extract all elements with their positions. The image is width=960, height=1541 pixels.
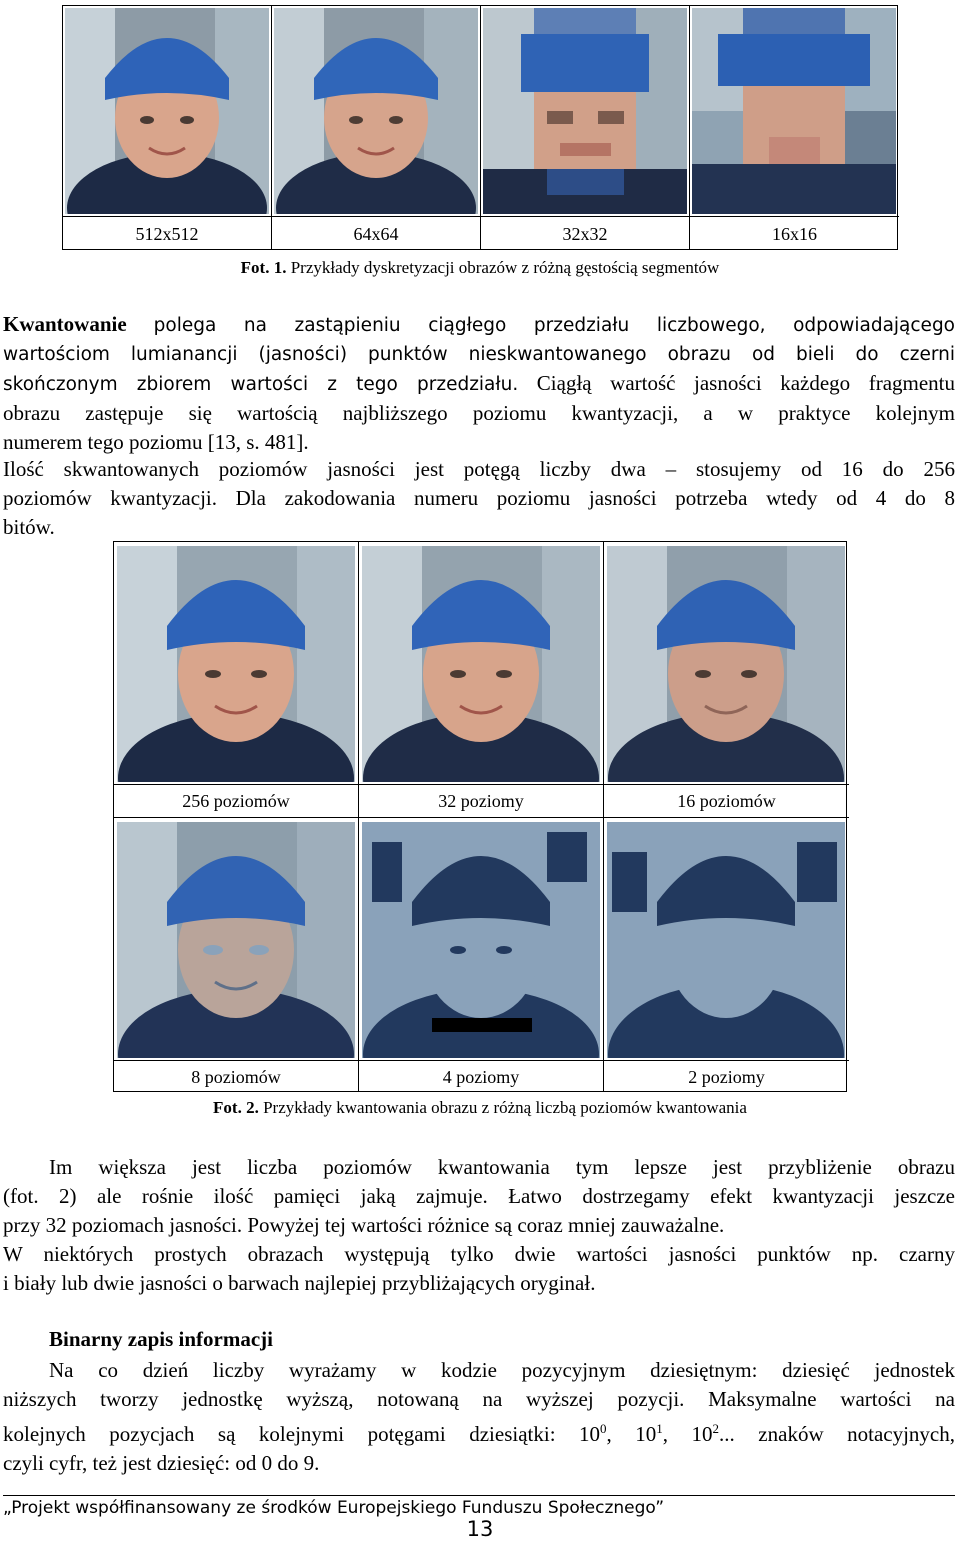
figure-1-label: 16x16 xyxy=(690,216,899,251)
exponent: 2 xyxy=(712,1421,720,1436)
figure-2-caption-label: Fot. 2. xyxy=(213,1098,259,1117)
exponent: 0 xyxy=(600,1421,607,1436)
figure-2-cell xyxy=(359,817,604,1092)
text-line: czyli cyfr, też jest dziesięć: od 0 do 9. xyxy=(3,1451,320,1475)
text-line: i biały lub dwie jasności o barwach najlepiej przybliżających oryginał. xyxy=(3,1271,596,1295)
figure-2-label: 2 poziomy xyxy=(604,1060,849,1094)
figure-2-label: 4 poziomy xyxy=(359,1060,603,1094)
text-line: bitów. xyxy=(3,515,55,539)
text-line: Im większa jest liczba poziomów kwantowania tym lepsze jest przybliżenie obrazu xyxy=(49,1155,955,1179)
figure-2-grid xyxy=(113,541,847,1092)
figure-1-cell xyxy=(272,6,481,250)
photo-256-levels xyxy=(117,546,355,782)
figure-1-grid xyxy=(62,5,898,250)
figure-1-label: 512x512 xyxy=(63,216,271,251)
text-fragment: , 10 xyxy=(606,1422,657,1446)
text-line: wartościom lumianancji (jasności) punktów nieskwantowanego obrazu od bieli do czerni xyxy=(3,344,955,365)
text-line: obrazu zastępuje się wartością najbliższego poziomu kwantyzacji, a w praktyce kolejnym xyxy=(3,401,955,425)
figure-2-label: 16 poziomów xyxy=(604,784,849,818)
photo-8-levels xyxy=(117,822,355,1058)
text-line: skończonym zbiorem wartości z tego przedziału. xyxy=(3,374,519,395)
exponent: 1 xyxy=(656,1421,663,1436)
text-line: przy 32 poziomach jasności. Powyżej tej wartości różnice są coraz mniej zauważalne. xyxy=(3,1213,725,1237)
figure-1-cell xyxy=(63,6,272,250)
footer-rule xyxy=(3,1495,955,1496)
photo-2-levels xyxy=(607,822,845,1058)
text-line: numerem tego poziomu [13, s. 481]. xyxy=(3,430,309,454)
figure-1-label: 64x64 xyxy=(272,216,480,251)
photo-64x64 xyxy=(274,8,478,214)
paragraph-binary xyxy=(3,1356,955,1478)
photo-16x16 xyxy=(692,8,896,214)
paragraph-quality xyxy=(3,1153,955,1298)
text-line: Na co dzień liczby wyrażamy w kodzie pozycyjnym dziesiętnym: dziesięć jednostek xyxy=(49,1358,955,1382)
figure-2-cell xyxy=(114,542,359,817)
text-fragment: ... znaków notacyjnych, xyxy=(719,1422,955,1446)
figure-1-label: 32x32 xyxy=(481,216,689,251)
figure-1-caption-text: Przykłady dyskretyzacji obrazów z różną gęstością segmentów xyxy=(290,258,720,277)
text-line: polega na zastąpieniu ciągłego przedziału liczbowego, odpowiadającego xyxy=(153,315,955,336)
text-line: Ilość skwantowanych poziomów jasności jest potęgą liczby dwa – stosujemy od 16 do 256 xyxy=(3,457,955,481)
text-fragment: kolejnych pozycjach są kolejnymi potęgami dziesiątki: 10 xyxy=(3,1422,601,1446)
photo-16-levels xyxy=(607,546,845,782)
text-line: W niektórych prostych obrazach występują tylko dwie wartości jasności punktów np. czarny xyxy=(3,1242,955,1266)
photo-32-levels xyxy=(362,546,600,782)
figure-2-cell xyxy=(114,817,359,1092)
figure-2-cell xyxy=(604,817,849,1092)
figure-1-cell xyxy=(481,6,690,250)
figure-2-label: 8 poziomów xyxy=(114,1060,358,1094)
figure-2-cell xyxy=(604,542,849,817)
figure-1-caption xyxy=(0,258,960,278)
figure-2-caption xyxy=(0,1098,960,1118)
figure-2-cell xyxy=(359,542,604,817)
text-fragment: , 10 xyxy=(662,1422,713,1446)
paragraph-quantization xyxy=(3,310,955,457)
footer-text: „Projekt współfinansowany ze środków Europejskiego Funduszu Społecznego” xyxy=(3,1498,665,1518)
text-line: Ciągłą wartość jasności każdego fragmentu xyxy=(536,371,955,395)
figure-2-label: 256 poziomów xyxy=(114,784,358,818)
text-line-powers xyxy=(3,1414,955,1449)
figure-1-cell xyxy=(690,6,899,250)
figure-2-caption-text: Przykłady kwantowania obrazu z różną liczbą poziomów kwantowania xyxy=(263,1098,747,1117)
term-kwantowanie: Kwantowanie xyxy=(3,312,127,336)
figure-2-label: 32 poziomy xyxy=(359,784,603,818)
section-heading: Binarny zapis informacji xyxy=(49,1327,273,1351)
page-number: 13 xyxy=(466,1517,494,1541)
text-line: poziomów kwantyzacji. Dla zakodowania numeru poziomu jasności potrzeba wtedy od 4 do 8 xyxy=(3,486,955,510)
photo-512x512 xyxy=(65,8,269,214)
photo-32x32 xyxy=(483,8,687,214)
photo-4-levels xyxy=(362,822,600,1058)
figure-1-caption-label: Fot. 1. xyxy=(240,258,287,277)
text-line: (fot. 2) ale rośnie ilość pamięci jaką zajmuje. Łatwo dostrzegamy efekt kwantyzacji jeszcze xyxy=(3,1184,955,1208)
text-line: niższych tworzy jednostkę wyższą, notowaną na wyższej pozycji. Maksymalne wartości na xyxy=(3,1387,955,1411)
paragraph-levels xyxy=(3,455,955,542)
